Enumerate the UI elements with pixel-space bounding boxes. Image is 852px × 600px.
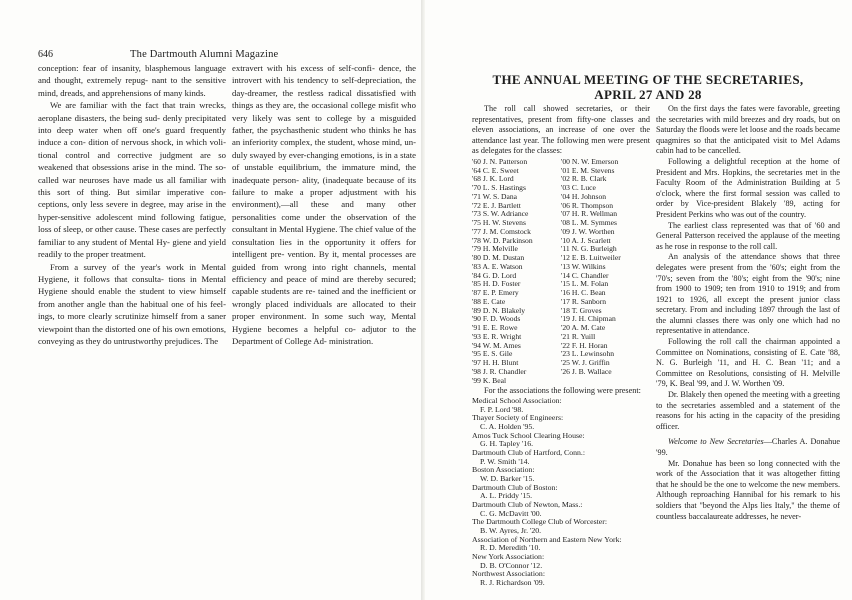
roster-entry: '07 H. R. Wellman xyxy=(561,209,618,219)
left-column-1 xyxy=(38,62,226,347)
roster-entry: '14 C. Chandler xyxy=(561,270,609,280)
roster-entry: '95 E. S. Gile xyxy=(472,349,513,359)
paragraph: We are familiar with the fact that train wrecks, aeroplane disasters, the being sud- denly precipitated into deep water when off one's guard frequently induce a con- dition of nervous shock, in which voli- tional control and corrective judgment are so weakened that obsessions arise in the mind. The so-called war neuroses have made us all familiar with this sort of thing. But similar imperative con- ceptions, only less severe in degree, may arise in the hyper-sensitive adolescent mind following fatigue, loss of sleep, or other cause. These cases are perfectly familiar to any student of Mental Hy- giene and yield readily to the proper treatment. xyxy=(38,100,226,260)
paragraph: Mr. Donahue has been so long connected with the work of the Association that it was altogether fitting that he should be the one to welcome the new members. Although reproaching Hannibal for his remark to his soldiers that "beyond the Alps lies Italy," the theme of countless baccalaureate addresses, he never- xyxy=(656,458,840,521)
roster-entry: '79 H. Melville xyxy=(472,244,518,254)
paragraph: An analysis of the attendance shows that three delegates were present from the '60's; eight from the '70's; seven from the '80's; eight from the '90's; nine from 1900 to 1909; ten from 1910 to 1919; and from 1921 to 1926, all except the present junior class secretary. From and including 1897 through the last of the alumni classes there was only one which had no representative in attendance. xyxy=(656,252,840,336)
paragraph: Following the roll call the chairman appointed a Committee on Nominations, consisting of E. Cate '88, N. G. Burleigh '11, and H. C. Bean '11; and a Committee on Resolutions, consisting of H. Melville '79, K. Beal '99, and J. W. Worthen '09. xyxy=(656,337,840,389)
paragraph: extravert with his excess of self-confi- dence, the introvert with his tendency to self-depreciation, the day-dreamer, the restless radical dissatisfied with things as they are, the occasional college misfit who very likely was sent to college by a misguided father, the psychasthenic student who thinks he has an inferiority complex, the student, whose mind, un- duly swayed by ever-changing emotions, is in a state of unstable equilibrium, the immature mind, the inadequate person- ality, (inadequate because of its failure to make a proper adjustment with his environment),—all these and many other personalities come under the observation of the consultant in Mental Hygiene. The chief value of the consultation lies in the opportunity it offers for intelligent pre- vention. By it, mental processes are guided from wrong into right channels, mental efficiency and peace of mind are thereby secured; capable students are re- tained and the inefficient or wrongly placed individuals are allocated to their proper environment. In some such way, Mental Hygiene becomes a helpful co- adjutor to the Department of College Ad- ministration. xyxy=(232,63,416,346)
association-name: Northwest Association: xyxy=(472,569,545,579)
roster-entry: '10 A. J. Scarlett xyxy=(561,235,611,245)
roster-entry: '02 R. B. Clark xyxy=(561,174,607,184)
association-name: Amos Tuck School Clearing House: xyxy=(472,430,585,440)
association-name: Dartmouth Club of Hartford, Conn.: xyxy=(472,448,586,457)
roster-entry: '11 N. G. Burleigh xyxy=(561,244,617,254)
roster-entry: '94 W. M. Ames xyxy=(472,340,521,350)
roster-entry: '08 L. M. Symmes xyxy=(561,218,618,228)
roster-entry: '01 E. M. Stevens xyxy=(561,165,615,175)
roster-entry: '12 E. B. Luitweiler xyxy=(561,253,621,263)
roster-entry: '06 R. Thompson xyxy=(561,200,614,210)
association-name: New York Association: xyxy=(472,551,545,561)
roster-entry: '71 W. S. Dana xyxy=(472,191,518,201)
paragraph: The earliest class represented was that of '60 and General Patterson received the applause of the meeting as he rose in response to the roll call. xyxy=(656,220,840,251)
association-member: B. W. Ayres, Jr. '20. xyxy=(480,525,542,535)
roster-entry: '80 D. M. Dustan xyxy=(472,253,525,263)
association-name: Medical School Association: xyxy=(472,396,562,406)
roster-entry: '26 J. B. Wallace xyxy=(561,366,612,376)
association-member: F. P. Lord '98. xyxy=(480,404,524,414)
roster-entry: '70 L. S. Hastings xyxy=(472,183,526,193)
paragraph: The roll call showed secretaries, or their representatives, present from fifty-one classes and eleven associations, an increase of one over the attendance last year. The following men were present as delegates for the classes: xyxy=(472,104,650,156)
roster-entry: '77 J. M. Comstock xyxy=(472,226,531,236)
roster-entry: '16 H. C. Bean xyxy=(561,288,606,298)
roster-entry: '75 H. W. Stevens xyxy=(472,218,526,228)
association-name: The Dartmouth College Club of Worcester: xyxy=(472,517,607,527)
roster-entry: '18 T. Groves xyxy=(561,305,602,315)
roster-entry: '83 A. E. Watson xyxy=(472,261,523,271)
welcome-heading: Welcome to New Secretaries xyxy=(668,437,764,447)
paragraph: Following a delightful reception at the home of President and Mrs. Hopkins, the secretaries met in the Faculty Room of the Administration Building at 5 o'clock, where the first formal session was called to order by Vice-president Blakely '89, acting for President Perkins who was out of the country. xyxy=(656,156,840,219)
right-page xyxy=(426,0,852,600)
title-line-1: THE ANNUAL MEETING OF THE SECRETARIES, xyxy=(492,72,804,87)
running-head: The Dartmouth Alumni Magazine xyxy=(130,49,279,60)
roster-entry: '25 W. J. Griffin xyxy=(561,358,610,368)
paragraph: On the first days the fates were favorable, greeting the secretaries with mild breezes and dry roads, but on Saturday the floods were let loose and the roads became quagmires so that the anticipated visit to Mel Adams cabin had to be cancelled. xyxy=(656,104,840,156)
roster-entry: '72 E. J. Bartlett xyxy=(472,200,521,210)
roster-entry: '15 L. M. Folan xyxy=(561,279,609,289)
section-heading xyxy=(656,437,840,458)
roster-entry: '91 E. E. Rowe xyxy=(472,323,518,333)
roster-entry: '97 H. H. Blunt xyxy=(472,358,519,368)
paragraph: conception: fear of insanity, blasphemous language and thought, extremely repug- nant to the sensitive mind, dreads, and apprehensions of many kinds. xyxy=(38,63,226,98)
article-title xyxy=(458,72,838,102)
association-member: D. B. O'Connor '12. xyxy=(480,560,543,570)
roster-entry: '98 J. R. Chandler xyxy=(472,366,527,376)
association-name: Thayer Society of Engineers: xyxy=(472,413,564,423)
page-number: 646 xyxy=(38,49,53,60)
association-member: R. D. Meredith '10. xyxy=(480,543,541,553)
roster-entry: '22 F. H. Horan xyxy=(561,340,608,350)
roster-entry: '87 E. P. Emery xyxy=(472,288,519,298)
roster-entry: '21 R. Yuill xyxy=(561,331,596,341)
roster-entry: '85 H. D. Foster xyxy=(472,279,521,289)
roster-entry: '84 G. D. Lord xyxy=(472,270,517,280)
roster-entry: '73 S. W. Adriance xyxy=(472,209,529,219)
right-column-1 xyxy=(472,104,650,588)
association-member: W. D. Barker '15. xyxy=(480,473,535,483)
roster-entry: '03 C. Luce xyxy=(561,183,596,193)
right-column-2 xyxy=(656,104,840,522)
roster-entry: '23 L. Lewinsohn xyxy=(561,349,615,359)
association-member: G. H. Tapley '16. xyxy=(480,439,534,449)
association-name: Association of Northern and Eastern New York: xyxy=(472,534,622,544)
association-member: C. A. Holden '95. xyxy=(480,422,535,432)
binding-gutter xyxy=(421,0,425,600)
roster-entry: '78 W. D. Parkinson xyxy=(472,235,533,245)
roster-entry: '90 F. D. Woods xyxy=(472,314,521,324)
association-member: R. J. Richardson '09. xyxy=(480,577,545,587)
roster-entry: '60 J. N. Patterson xyxy=(472,156,528,166)
title-line-2: APRIL 27 AND 28 xyxy=(594,87,702,102)
roster-entry: '09 J. W. Worthen xyxy=(561,226,615,236)
roster-entry: '00 N. W. Emerson xyxy=(561,156,619,166)
roster-entry: '19 J. H. Chipman xyxy=(561,314,616,324)
association-name: Dartmouth Club of Newton, Mass.: xyxy=(472,499,583,509)
left-page xyxy=(0,0,420,600)
roster-column-right xyxy=(561,158,650,386)
left-column-2 xyxy=(232,62,416,347)
roster-entry: '99 K. Beal xyxy=(472,375,507,385)
roster-entry: '68 J. K. Lord xyxy=(472,174,514,184)
welcome-speaker: —Charles A. Donahue '99. xyxy=(656,437,841,457)
association-name: Boston Association: xyxy=(472,465,535,475)
roster-entry: '13 W. Wilkins xyxy=(561,261,606,271)
roster-entry: '89 D. N. Blakely xyxy=(472,305,526,315)
associations-intro: For the associations the following were present: xyxy=(484,386,641,396)
delegate-roster xyxy=(472,158,650,386)
roster-entry: '17 R. Sanborn xyxy=(561,296,607,306)
roster-entry: '20 A. M. Cate xyxy=(561,323,606,333)
association-name: Dartmouth Club of Boston: xyxy=(472,482,558,492)
association-member: A. L. Priddy '15. xyxy=(480,491,533,501)
association-member: C. G. McDavitt '00. xyxy=(480,508,542,518)
roster-entry: '88 E. Cate xyxy=(472,296,506,306)
roster-column-left xyxy=(472,158,561,386)
roster-entry: '64 C. E. Sweet xyxy=(472,165,519,175)
associations-list xyxy=(472,397,650,587)
roster-entry: '04 H. Johnson xyxy=(561,191,607,201)
paragraph: Dr. Blakely then opened the meeting with a greeting to the secretaries assembled and a statement of the reasons for his acting in the capacity of the presiding officer. xyxy=(656,390,840,431)
paragraph: From a survey of the year's work in Mental Hygiene, it follows that consulta- tions in Mental Hygiene should enable the student to view himself from another angle than the habitual one of his feel- ings, to more clearly scrutinize himself from a saner viewpoint than the distorted one of his own emotions, conveying as they do untrustworthy prejudices. The xyxy=(38,261,226,346)
association-member: P. W. Smith '14. xyxy=(480,456,530,466)
roster-entry: '93 E. R. Wright xyxy=(472,331,522,341)
